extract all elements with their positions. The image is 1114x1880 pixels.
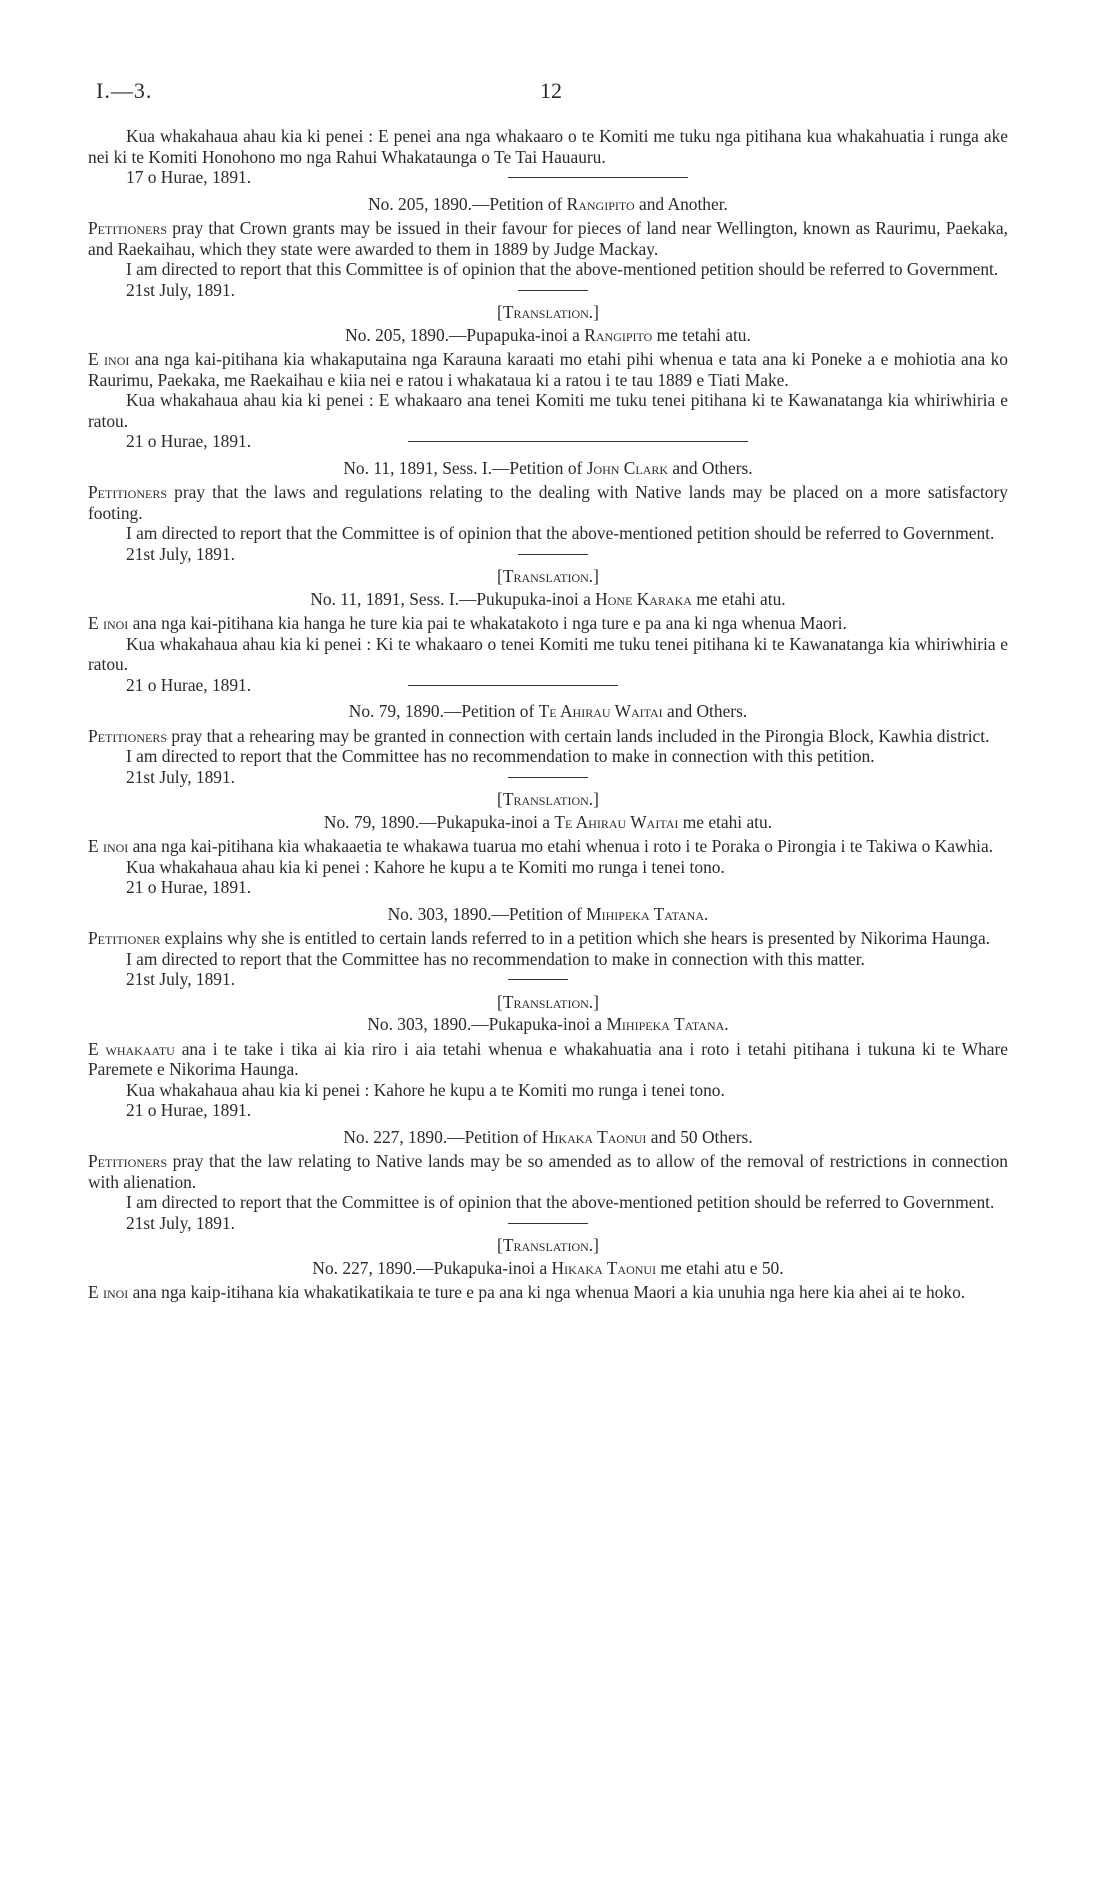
petition-227-report: I am directed to report that the Committee is of opinion that the above-mentioned petition should be referred to Government. — [126, 1192, 995, 1212]
petition-79-heading — [88, 701, 1008, 722]
petition-303-body — [88, 928, 1008, 949]
petition-303-t-date: 21 o Hurae, 1891. — [126, 1100, 252, 1120]
petition-303-heading — [88, 904, 1008, 925]
petition-227-date: 21st July, 1891. — [126, 1212, 236, 1233]
document-code: I.—3. — [96, 78, 153, 103]
petition-227-t-petitioner-name: Hikaka Taonui — [551, 1257, 657, 1278]
document-page — [88, 60, 1008, 1303]
petition-205-translation-report: Kua whakahaua ahau kia ki penei : E whakaaro ana tenei Komiti me tuku tenei pitihana ki te Kawanatanga kia whiriwhiria e ratou. — [88, 390, 1008, 431]
petition-227-t-lead: E inoi — [88, 1282, 129, 1302]
petition-79-body — [88, 726, 1008, 747]
petition-227-body — [88, 1151, 1008, 1192]
petition-227-date-line — [88, 1213, 1008, 1234]
petition-227-heading-text: No. 227, 1890.—Petition of — [343, 1126, 542, 1147]
petition-303-report: I am directed to report that the Committee has no recommendation to make in connection with this matter. — [126, 948, 865, 969]
petition-11-t-heading-text: No. 11, 1891, Sess. I.—Pukupuka-inoi a — [310, 588, 596, 609]
petition-303-petitioner-name: Mihipeka Tatana — [586, 903, 704, 924]
short-divider — [508, 1223, 588, 1224]
petition-79-t-petitioner-name: Te Ahirau Waitai — [554, 811, 679, 832]
petition-205-body-text: pray that Crown grants may be issued in their favour for pieces of land near Wellington, known as Raurimu, Paekaka, and Raekaihau, which they state were awarded to them in 1889 by Judge Mackay. — [88, 218, 1008, 259]
petition-205-report: I am directed to report that this Committee is of opinion that the above-mentioned petition should be referred to Government. — [126, 259, 999, 279]
petition-11-date-line — [88, 544, 1008, 565]
petition-79-translation-label: [Translation.] — [497, 789, 599, 809]
short-divider — [518, 554, 588, 555]
petition-11-lead: Petitioners — [88, 482, 167, 502]
petition-205-translation-heading — [88, 325, 1008, 346]
petition-205-t-date: 21 o Hurae, 1891. — [126, 431, 252, 451]
petition-303-date-line — [88, 969, 1008, 990]
petition-205-date: 21st July, 1891. — [126, 279, 236, 300]
short-divider — [518, 290, 588, 291]
petition-11-body-text: pray that the laws and regulations relating to the dealing with Native lands may be placed on a more satisfactory footing. — [88, 482, 1008, 523]
petition-303-body-text: explains why she is entitled to certain lands referred to in a petition which she hears is presented by Nikorima Haunga. — [160, 928, 991, 948]
petition-11-translation-label: [Translation.] — [497, 566, 599, 586]
petition-79-t-heading-text: No. 79, 1890.—Pukapuka-inoi a — [323, 811, 555, 832]
petition-303-translation-heading — [88, 1014, 1008, 1035]
petition-11-date: 21st July, 1891. — [126, 543, 236, 564]
petition-303-t-body-text: ana i te take i tika ai kia riro i aia tetahi whenua e whakahuatia ana i roto i tetahi pitihana i tukuna ki te Whare Paremete e Nikorima Haunga. — [88, 1038, 1008, 1079]
document-body — [88, 126, 1008, 1303]
page-header — [88, 60, 1008, 120]
petition-11-t-date-line — [88, 675, 1008, 696]
petition-303-date: 21st July, 1891. — [126, 969, 236, 989]
section-divider — [408, 685, 618, 686]
petition-205-translation-label: [Translation.] — [497, 302, 599, 322]
petition-205-t-heading-tail: me tetahi atu. — [652, 324, 751, 345]
petition-11-t-body-text: ana nga kai-pitihana kia hanga he ture kia pai te whakatakoto i nga ture e pa ana ki nga whenua Maori. — [128, 613, 847, 633]
petition-227-t-heading-tail: me etahi atu e 50. — [656, 1257, 784, 1278]
petition-79-date-line — [88, 767, 1008, 788]
short-divider — [508, 777, 588, 778]
petition-227-t-heading-text: No. 227, 1890.—Pukapuka-inoi a — [312, 1257, 552, 1278]
petition-227-translation-label: [Translation.] — [497, 1235, 599, 1255]
section-divider — [408, 441, 748, 442]
petition-227-petitioner-name: Hikaka Taonui — [541, 1126, 647, 1147]
petition-79-t-date: 21 o Hurae, 1891. — [126, 877, 252, 897]
petition-227-translation-body — [88, 1282, 1008, 1303]
petition-205-t-lead: E inoi — [88, 349, 130, 369]
intro-date-line — [88, 167, 1008, 188]
petition-79-t-heading-tail: me etahi atu. — [678, 811, 773, 832]
petition-205-date-line — [88, 280, 1008, 301]
petition-79-t-lead: E inoi — [88, 836, 129, 856]
petition-11-translation-report: Kua whakahaua ahau kia ki penei : Ki te whakaaro o tenei Komiti me tuku tenei pitihana ki te Kawanatanga kia whiriwhiria e ratou. — [88, 633, 1008, 674]
petition-79-translation-body — [88, 836, 1008, 857]
petition-11-t-heading-tail: me etahi atu. — [691, 588, 786, 609]
petition-79-petitioner-name: Te Ahirau Waitai — [538, 701, 663, 721]
petition-79-translation-heading — [88, 812, 1008, 833]
short-divider — [508, 979, 568, 980]
petition-79-translation-report: Kua whakahaua ahau kia ki penei : Kahore he kupu a te Komiti mo runga i tenei tono. — [126, 856, 725, 877]
petition-303-translation-label: [Translation.] — [497, 991, 599, 1012]
petition-303-heading-tail: . — [704, 903, 709, 924]
petition-227-t-body-text: ana nga kaip-itihana kia whakatikatikaia te ture e pa ana ki nga whenua Maori a kia unuhia nga here kia ahei ai te hoko. — [128, 1282, 966, 1302]
petition-11-translation-heading — [88, 589, 1008, 610]
petition-227-lead: Petitioners — [88, 1151, 167, 1171]
petition-11-t-date: 21 o Hurae, 1891. — [126, 674, 252, 695]
petition-205-t-petitioner-name: Rangipito — [584, 324, 653, 345]
petition-11-heading — [88, 458, 1008, 479]
petition-79-heading-tail: and Others. — [662, 701, 748, 721]
intro-date: 17 o Hurae, 1891. — [126, 167, 252, 187]
petition-205-t-heading-text: No. 205, 1890.—Pupapuka-inoi a — [345, 324, 585, 345]
petition-205-translation-body — [88, 349, 1008, 390]
petition-11-heading-text: No. 11, 1891, Sess. I.—Petition of — [343, 457, 587, 478]
petition-11-t-lead: E inoi — [88, 613, 129, 633]
petition-227-translation-heading — [88, 1258, 1008, 1279]
petition-205-t-body-text: ana nga kai-pitihana kia whakaputaina nga Karauna karaati mo etahi pihi whenua e tata ana ki Poneke a e mohiotia ana ko Raurimu, Paekaka, me Raekaihau e kiia nei e ratou i whakataua ki a ratou i te tau 1889 e Tiati Make. — [88, 349, 1009, 390]
petition-303-heading-text: No. 303, 1890.—Petition of — [387, 903, 587, 924]
intro-paragraph: Kua whakahaua ahau kia ki penei : E penei ana nga whakaaro o te Komiti me tuku nga pitihana kua whakahuatia i runga ake nei ki te Komiti Honohono mo nga Rahui Whakataunga o Te Tai Hauauru. — [88, 126, 1008, 167]
petition-303-t-petitioner-name: Mihipeka Tatana — [606, 1014, 725, 1034]
petition-79-lead: Petitioners — [88, 725, 167, 746]
petition-303-lead: Petitioner — [88, 928, 161, 948]
petition-79-body-text: pray that a rehearing may be granted in connection with certain lands included in the Pirongia Block, Kawhia district. — [167, 725, 990, 746]
petition-11-heading-tail: and Others. — [668, 457, 753, 478]
petition-79-report: I am directed to report that the Committee has no recommendation to make in connection with this petition. — [126, 746, 875, 766]
petition-79-t-body-text: ana nga kai-pitihana kia whakaaetia te whakawa tuarua mo etahi whenua i roto i te Poraka o Pirongia i te Takiwa o Kawhia. — [128, 836, 994, 856]
petition-227-heading — [88, 1127, 1008, 1148]
petition-303-translation-body — [88, 1039, 1008, 1080]
petition-205-petitioner-name: Rangipito — [566, 193, 635, 214]
petition-303-translation-report: Kua whakahaua ahau kia ki penei : Kahore he kupu a te Komiti mo runga i tenei tono. — [126, 1079, 725, 1100]
petition-11-body — [88, 482, 1008, 523]
page-number: 12 — [540, 78, 562, 103]
petition-205-heading — [88, 194, 1008, 215]
petition-79-heading-text: No. 79, 1890.—Petition of — [348, 701, 539, 721]
petition-11-translation-body — [88, 613, 1008, 634]
petition-11-petitioner-name: John Clark — [586, 457, 669, 478]
petition-79-date: 21st July, 1891. — [126, 766, 236, 787]
petition-303-t-heading-text: No. 303, 1890.—Pukapuka-inoi a — [367, 1014, 607, 1034]
petition-227-heading-tail: and 50 Others. — [646, 1126, 753, 1147]
petition-205-heading-text: No. 205, 1890.—Petition of — [368, 193, 567, 214]
petition-205-t-date-line — [88, 431, 1008, 452]
petition-303-t-lead: E whakaatu — [88, 1038, 175, 1059]
petition-303-t-heading-tail: . — [724, 1014, 729, 1034]
petition-227-body-text: pray that the law relating to Native lands may be so amended as to allow of the removal of restrictions in connection with alienation. — [88, 1151, 1008, 1192]
section-divider — [508, 177, 688, 178]
petition-11-report: I am directed to report that the Committee is of opinion that the above-mentioned petition should be referred to Government. — [126, 523, 995, 543]
petition-205-lead: Petitioners — [88, 218, 167, 238]
petition-205-body — [88, 218, 1008, 259]
petition-11-t-petitioner-name: Hone Karaka — [595, 588, 692, 609]
petition-205-heading-tail: and Another. — [634, 193, 728, 214]
